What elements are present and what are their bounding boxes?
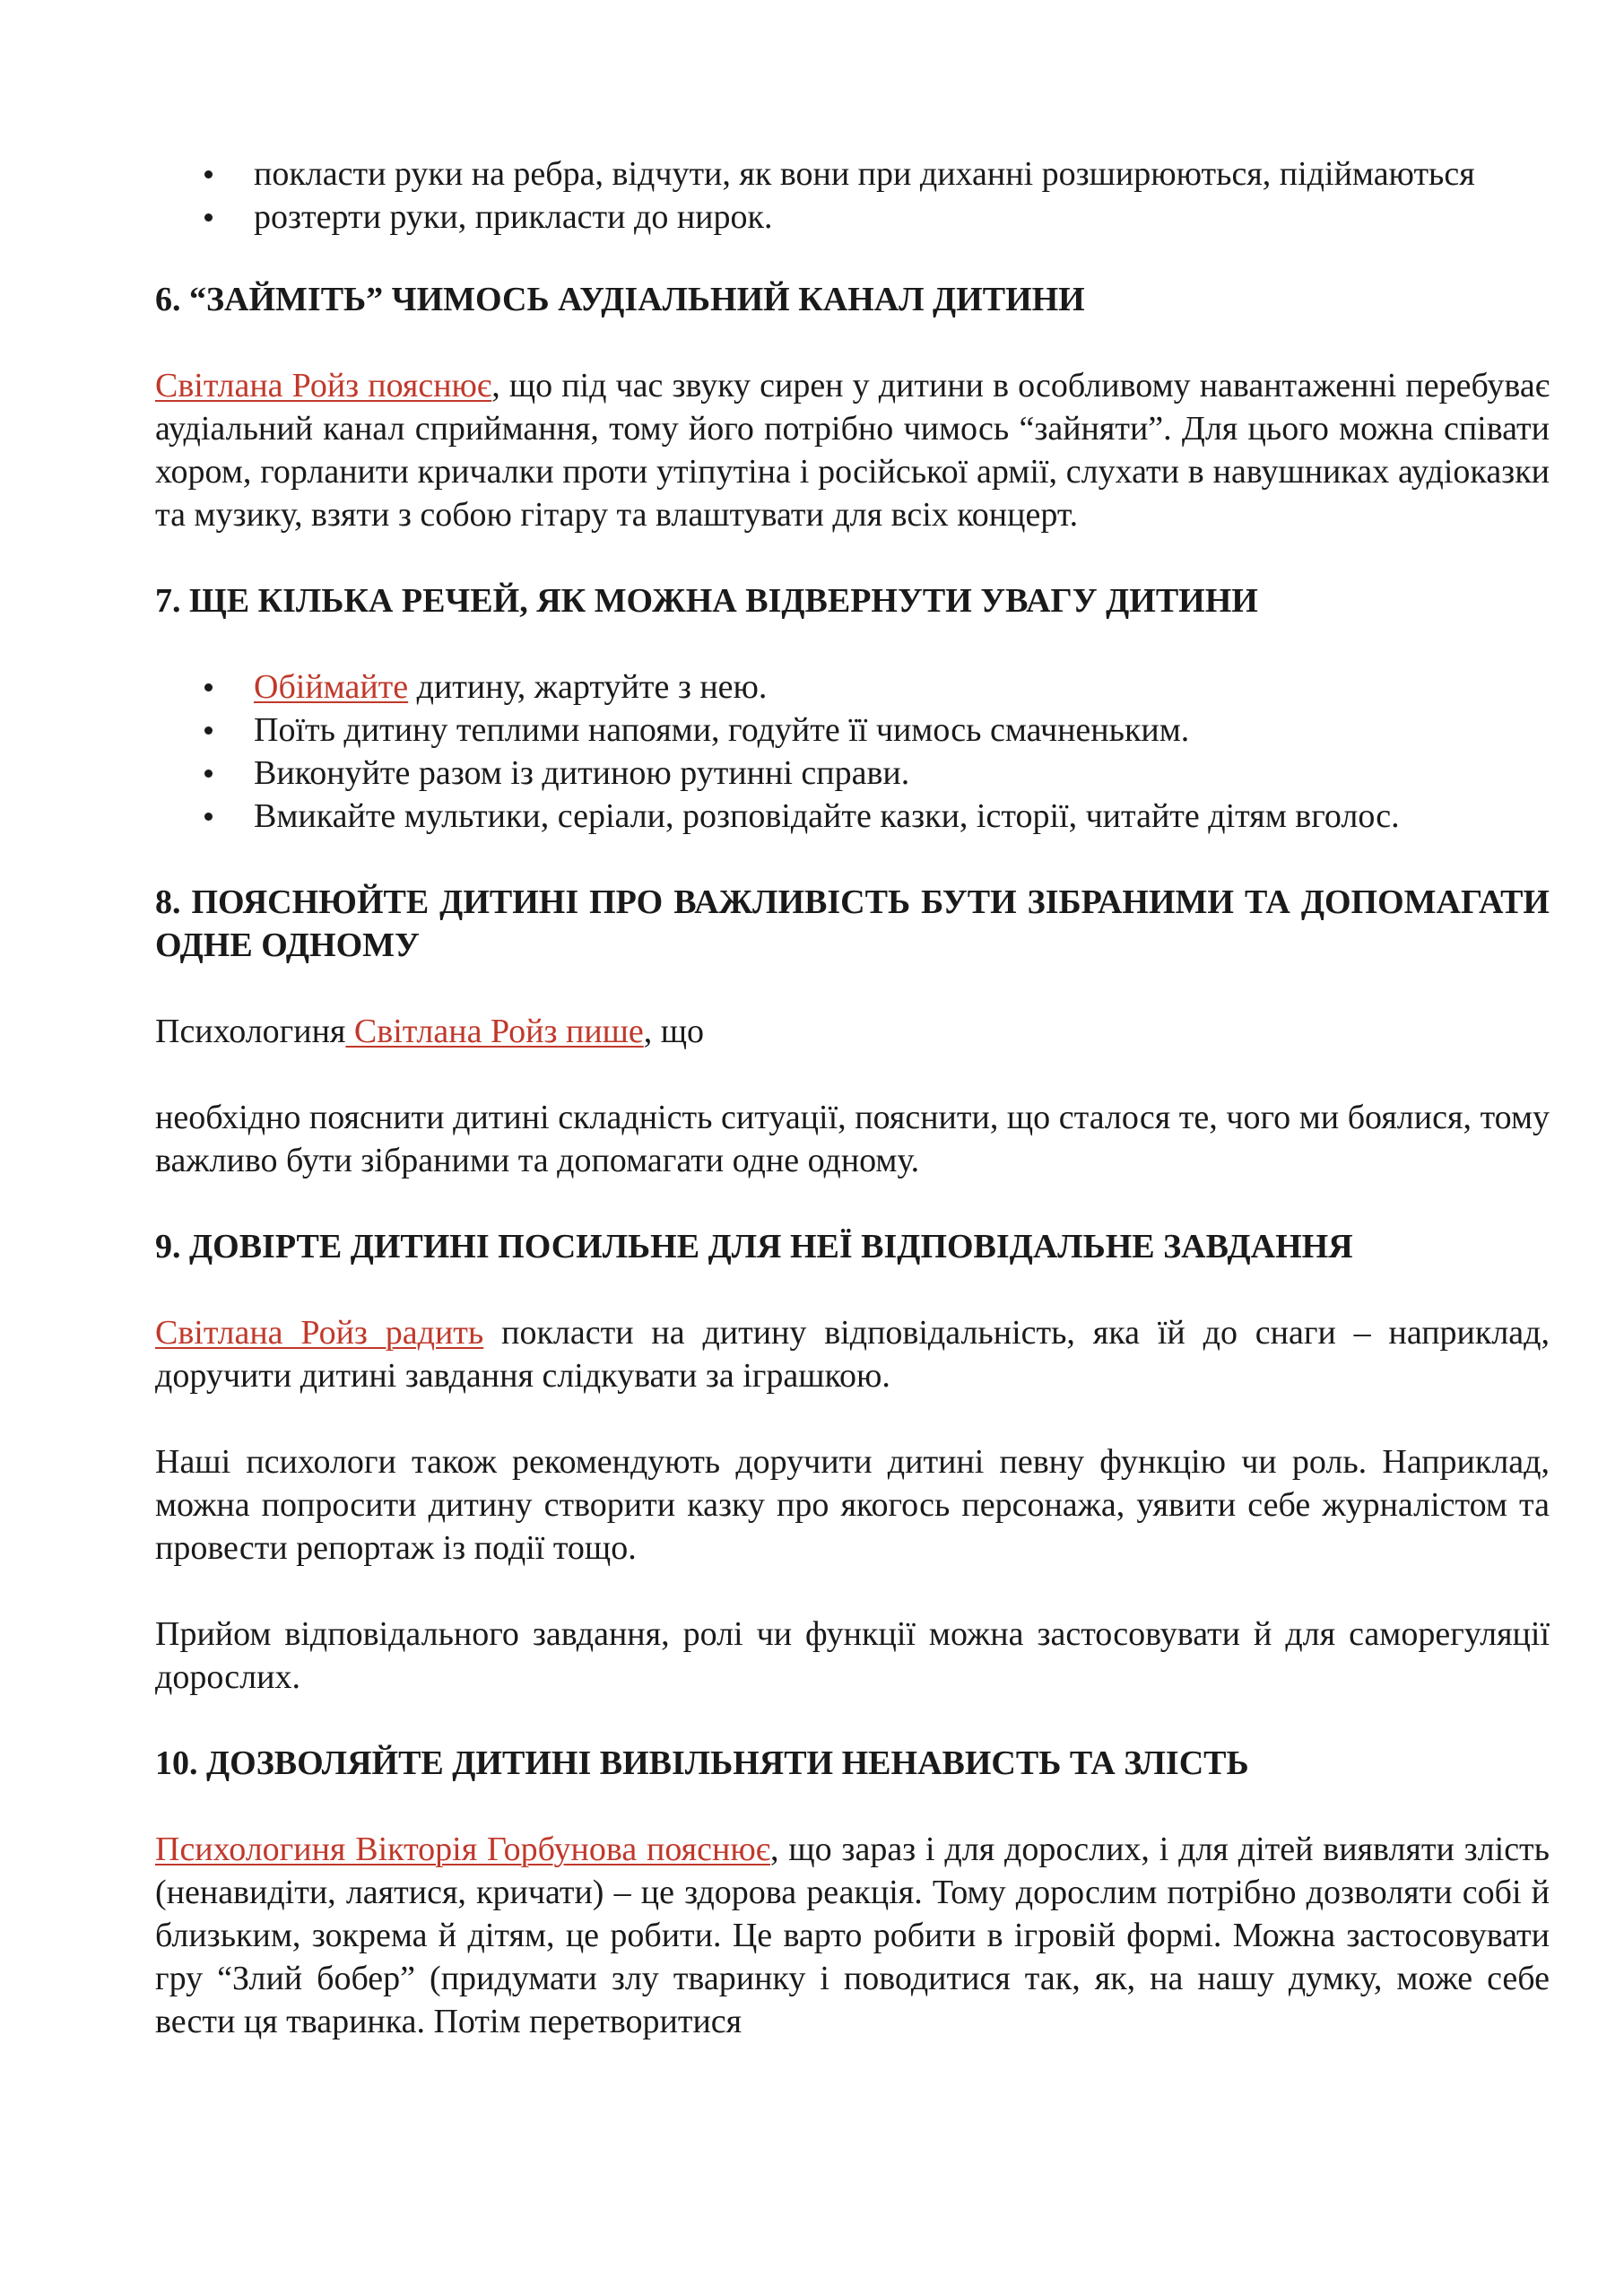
section-9-link[interactable]: Світлана Ройз радить [155, 1314, 484, 1352]
bullet-text: покласти руки на ребра, відчути, як вони при диханні розширюються, підіймаються [254, 155, 1475, 193]
section-8-intro-suffix: , що [643, 1013, 705, 1050]
bullet-icon [204, 813, 213, 821]
list-item [155, 665, 1550, 709]
list-item [155, 196, 1550, 239]
list-item [155, 752, 1550, 795]
bullet-icon [204, 770, 213, 778]
bullet-text: Поїть дитину теплими напоями, годуйте її чимось смачненьким. [254, 711, 1190, 749]
bullet-icon [204, 170, 213, 178]
section-10-text: , що зараз і для дорослих, і для дітей виявляти злість (ненавидіти, лаятися, кричати) – це здорова реакція. Тому дорослим потрібно дозволяти собі й близьким, зокрема й дітям, це робити. Це варто робити в ігровій формі. Можна застосовувати гру “Злий бобер” (придумати злу тваринку і поводитися так, як, на нашу думку, може себе вести ця тваринка. Потім перетворитися [155, 1831, 1550, 2040]
section-7-link[interactable]: Обіймайте [254, 668, 409, 706]
section-9-heading: 9. ДОВІРТЕ ДИТИНІ ПОСИЛЬНЕ ДЛЯ НЕЇ ВІДПОВІДАЛЬНЕ ЗАВДАННЯ [155, 1228, 1353, 1265]
bullet-icon [204, 726, 213, 735]
section-9-paragraph [155, 1311, 1550, 1397]
document-page [155, 152, 1550, 2086]
section-6-paragraph [155, 364, 1550, 536]
section-6-text: , що під час звуку сирен у дитини в особливому навантаженні перебуває аудіальний канал сприймання, тому його потрібно чимось “зайняти”. Для цього можна співати хором, горланити кричалки проти утіпутіна і російської армії, слухати в навушниках аудіоказки та музику, взяти з собою гітару та влаштувати для всіх концерт. [155, 367, 1550, 534]
top-bullet-list [155, 152, 1550, 239]
bullet-icon [204, 683, 213, 691]
bullet-text: дитину, жартуйте з нею. [408, 668, 768, 706]
section-10-heading: 10. ДОЗВОЛЯЙТЕ ДИТИНІ ВИВІЛЬНЯТИ НЕНАВИСТЬ ТА ЗЛІСТЬ [155, 1744, 1249, 1782]
bullet-icon [204, 213, 213, 222]
list-item [155, 709, 1550, 752]
list-item [155, 152, 1550, 196]
bullet-text: Виконуйте разом із дитиною рутинні справи. [254, 754, 910, 792]
section-8-intro [155, 1010, 1550, 1053]
section-9-text: покласти на дитину відповідальність, яка їй до снаги – наприклад, доручити дитині завдання слідкувати за іграшкою. [155, 1314, 1550, 1395]
section-9-paragraph-3: Прийом відповідального завдання, ролі чи функції можна застосовувати й для саморегуляції дорослих. [155, 1615, 1550, 1696]
bullet-text: розтерти руки, прикласти до нирок. [254, 198, 773, 236]
section-6-link[interactable]: Світлана Ройз пояснює [155, 367, 492, 404]
section-10-paragraph [155, 1828, 1550, 2043]
section-8-intro-prefix: Психологиня [155, 1013, 346, 1050]
section-8-heading: 8. ПОЯСНЮЙТЕ ДИТИНІ ПРО ВАЖЛИВІСТЬ БУТИ ЗІБРАНИМИ ТА ДОПОМАГАТИ ОДНЕ ОДНОМУ [155, 883, 1550, 964]
section-7-list [155, 665, 1550, 838]
section-8-link[interactable]: Світлана Ройз пише [345, 1013, 644, 1050]
bullet-text: Вмикайте мультики, серіали, розповідайте казки, історії, читайте дітям вголос. [254, 797, 1400, 835]
section-6-heading: 6. “ЗАЙМІТЬ” ЧИМОСЬ АУДІАЛЬНИЙ КАНАЛ ДИТИНИ [155, 281, 1085, 318]
section-9-paragraph-2: Наші психологи також рекомендують доручити дитині певну функцію чи роль. Наприклад, можна попросити дитину створити казку про якогось персонажа, уявити себе журналістом та провести репортаж із події тощо. [155, 1443, 1550, 1567]
section-8-paragraph: необхідно пояснити дитині складність ситуації, пояснити, що сталося те, чого ми боялися, тому важливо бути зібраними та допомагати одне одному. [155, 1099, 1550, 1179]
section-10-link[interactable]: Психологиня Вікторія Горбунова пояснює [155, 1831, 771, 1868]
section-7-heading: 7. ЩЕ КІЛЬКА РЕЧЕЙ, ЯК МОЖНА ВІДВЕРНУТИ УВАГУ ДИТИНИ [155, 582, 1258, 620]
list-item [155, 795, 1550, 838]
